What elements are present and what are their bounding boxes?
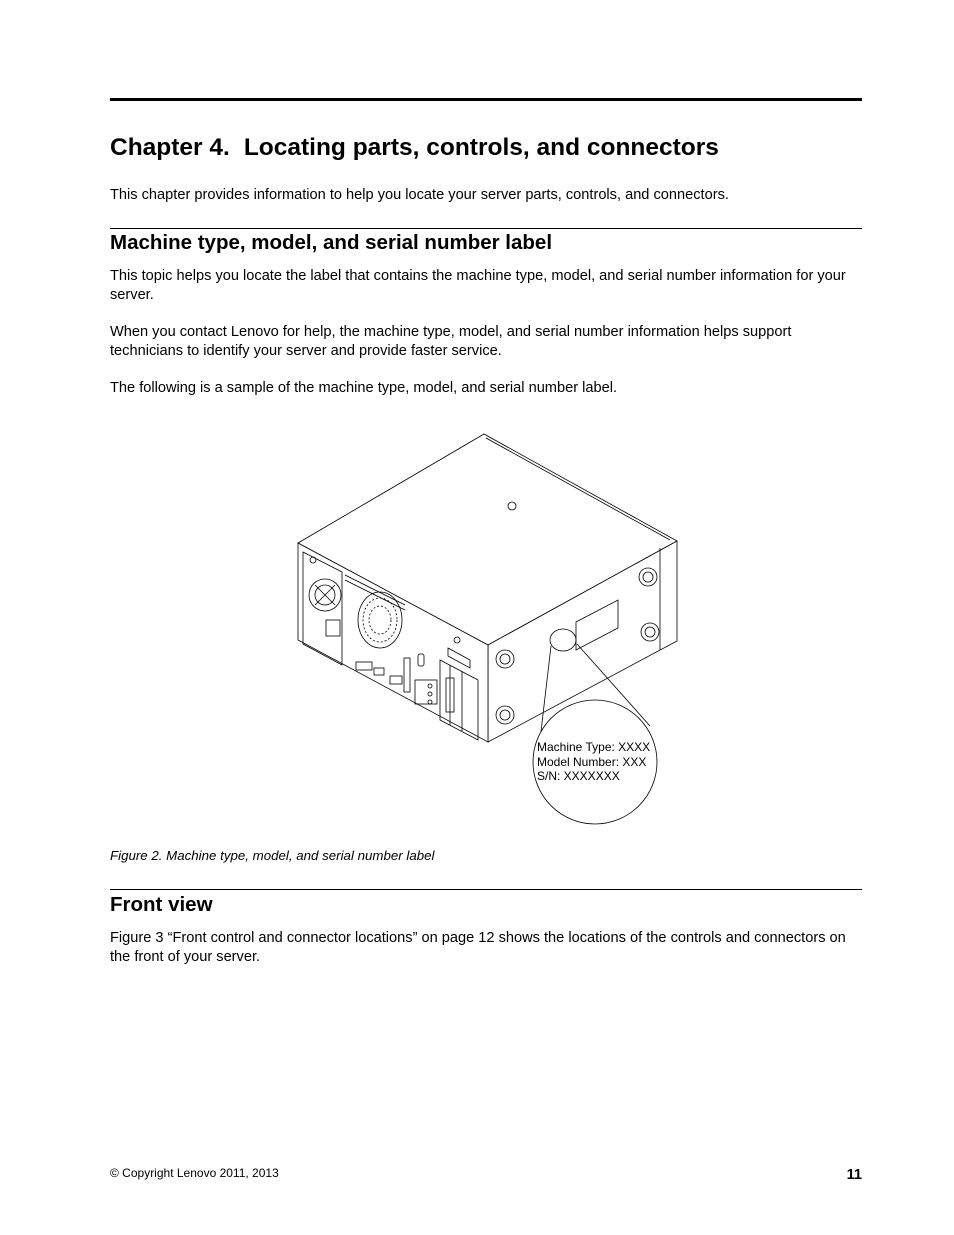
machine-label-para-2: When you contact Lenovo for help, the machine type, model, and serial number information helps support technicians to identify your server and provide faster service. bbox=[110, 324, 792, 359]
chapter-title bbox=[110, 134, 719, 162]
chapter-intro: This chapter provides information to help you locate your server parts, controls, and connectors. bbox=[110, 187, 729, 203]
chapter-top-rule bbox=[110, 98, 862, 101]
chapter-title-text: Locating parts, controls, and connectors bbox=[243, 134, 719, 161]
label-machine-type: Machine Type: XXXX bbox=[537, 740, 651, 754]
section-rule-front-view bbox=[110, 889, 862, 890]
machine-label-para-1: This topic helps you locate the label that contains the machine type, model, and serial number information for your server. bbox=[110, 268, 846, 303]
front-view-para bbox=[110, 929, 862, 966]
front-view-figure-link[interactable]: Figure 3 “Front control and connector locations” on page 12 shows the locations of the controls and connectors on the front of your server. bbox=[110, 930, 846, 965]
copyright: © Copyright Lenovo 2011, 2013 bbox=[110, 1166, 279, 1180]
label-serial-number: S/N: XXXXXXX bbox=[537, 769, 620, 783]
serial-label-callout bbox=[537, 740, 650, 784]
page-number: 11 bbox=[846, 1167, 862, 1183]
figure-caption: Figure 2. Machine type, model, and serial number label bbox=[110, 848, 435, 863]
chapter-number: Chapter 4. bbox=[110, 134, 230, 161]
section-heading-machine-label: Machine type, model, and serial number label bbox=[110, 231, 553, 254]
label-model-number: Model Number: XXX bbox=[537, 754, 647, 769]
machine-label-para-3: The following is a sample of the machine type, model, and serial number label. bbox=[110, 380, 617, 396]
section-heading-front-view: Front view bbox=[110, 893, 213, 916]
section-rule-machine-label bbox=[110, 228, 862, 229]
